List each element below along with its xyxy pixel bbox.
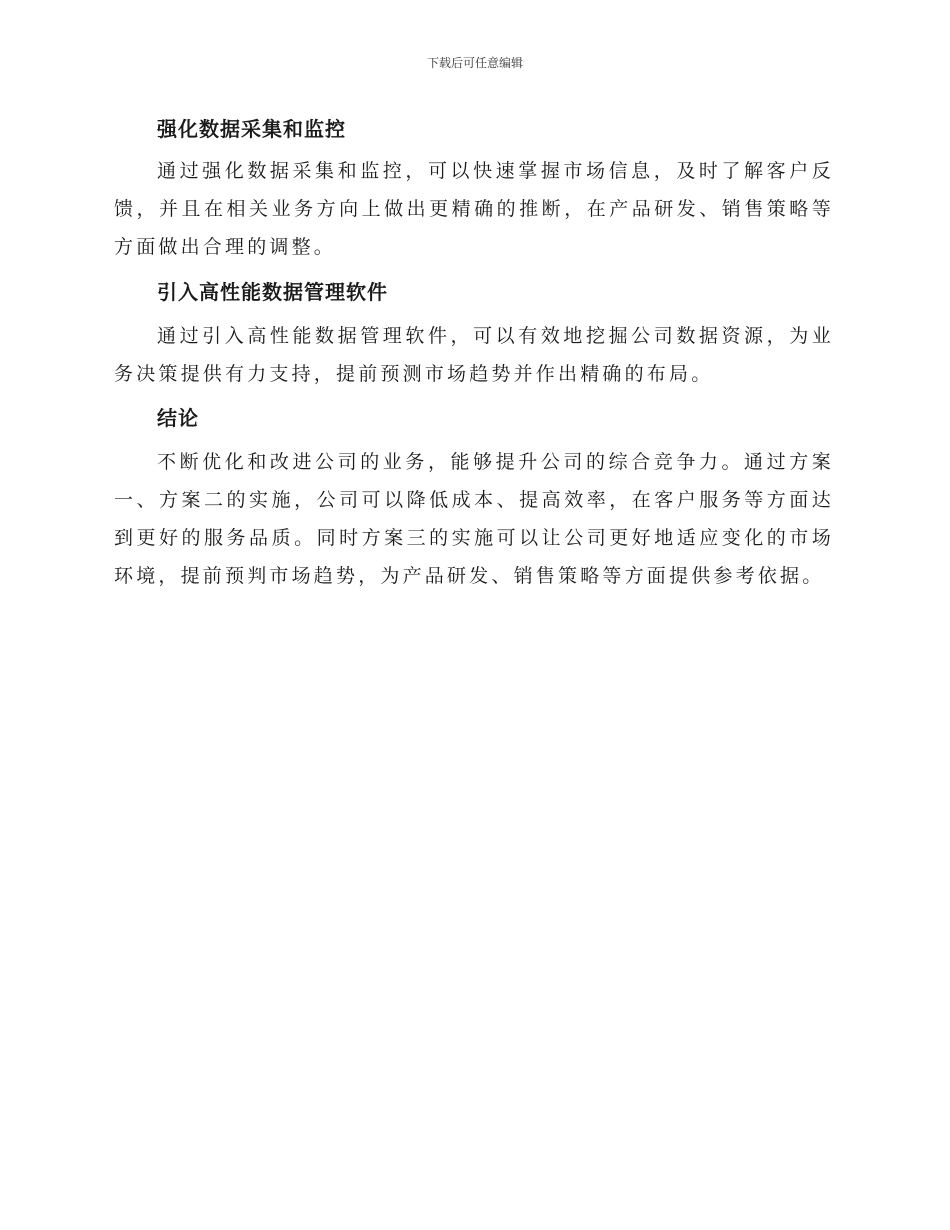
section-heading-conclusion: 结论: [157, 406, 199, 430]
section-paragraph-data-software: 通过引入高性能数据管理软件，可以有效地挖掘公司数据资源，为业务决策提供有力支持，提前预测市场趋势并作出精确的布局。: [114, 325, 834, 385]
section-heading-data-software: 引入高性能数据管理软件: [157, 280, 388, 304]
document-body: [114, 112, 834, 595]
page-header-note: 下载后可任意编辑: [426, 56, 523, 70]
section-heading-data-collection: 强化数据采集和监控: [157, 117, 346, 141]
section-paragraph-data-collection: 通过强化数据采集和监控，可以快速掌握市场信息，及时了解客户反馈，并且在相关业务方向上做出更精确的推断，在产品研发、销售策略等方面做出合理的调整。: [114, 160, 834, 258]
section-paragraph-conclusion: 不断优化和改进公司的业务，能够提升公司的综合竞争力。通过方案一、方案二的实施，公司可以降低成本、提高效率，在客户服务等方面达到更好的服务品质。同时方案三的实施可以让公司更好地适应变化的市场环境，提前预判市场趋势，为产品研发、销售策略等方面提供参考依据。: [114, 451, 834, 587]
